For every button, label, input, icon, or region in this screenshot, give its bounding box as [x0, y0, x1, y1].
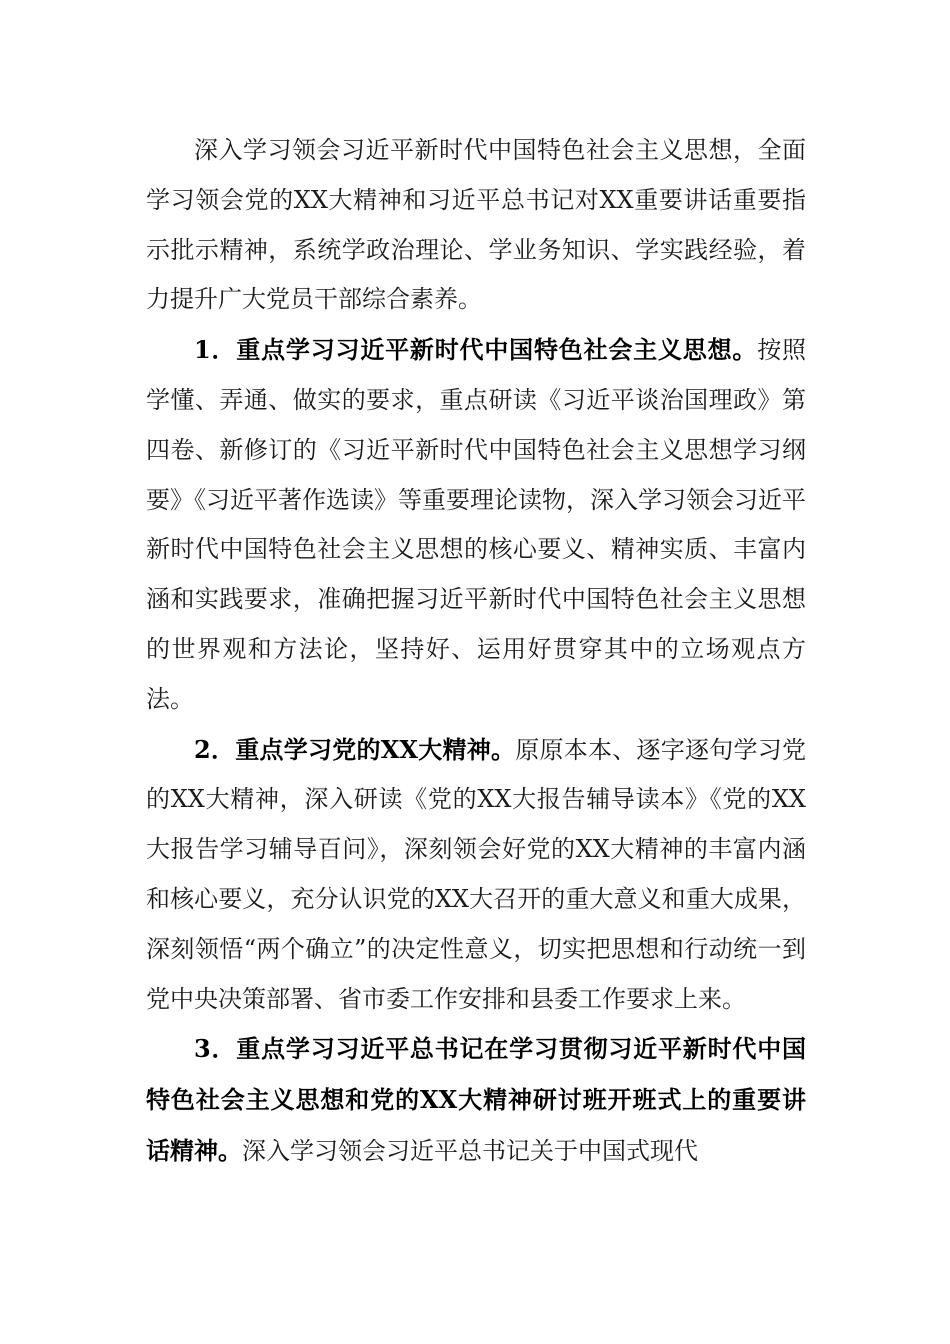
paragraph-section-1 — [146, 325, 806, 724]
document-page — [146, 126, 806, 1177]
paragraph-intro-text: 深入学习领会习近平新时代中国特色社会主义思想，全面学习领会党的XX大精神和习近平总书记对XX重要讲话重要指示批示精神，系统学政治理论、学业务知识、学实践经验，着力提升广大党员干部综合素养。 — [146, 136, 806, 314]
section-2-heading: 2．重点学习党的XX大精神。 — [194, 734, 516, 764]
section-3-heading: 3．重点学习习近平总书记在学习贯彻习近平新时代中国特色社会主义思想和党的XX大精神研讨班开班式上的重要讲话精神。 — [146, 1034, 806, 1165]
section-2-text: 原原本本、逐字逐句学习党的XX大精神，深入研读《党的XX大报告辅导读本》《党的XX大报告学习辅导百问》，深刻领会好党的XX大精神的丰富内涵和核心要义，充分认识党的XX大召开的重大意义和重大成果，深刻领悟“两个确立”的决定性意义，切实把思想和行动统一到党中央决策部署、省市委工作安排和县委工作要求上来。 — [146, 735, 806, 1013]
section-1-heading: 1．重点学习习近平新时代中国特色社会主义思想。 — [194, 335, 758, 365]
paragraph-intro — [146, 126, 806, 325]
section-1-text: 按照学懂、弄通、做实的要求，重点研读《习近平谈治国理政》第四卷、新修订的《习近平新时代中国特色社会主义思想学习纲要》《习近平著作选读》等重要理论读物，深入学习领会习近平新时代中国特色社会主义思想的核心要义、精神实质、丰富内涵和实践要求，准确把握习近平新时代中国特色社会主义思想的世界观和方法论，坚持好、运用好贯穿其中的立场观点方法。 — [146, 336, 807, 713]
paragraph-section-2 — [146, 725, 806, 1025]
section-3-text: 深入学习领会习近平总书记关于中国式现代 — [242, 1136, 698, 1165]
paragraph-section-3 — [146, 1024, 806, 1176]
